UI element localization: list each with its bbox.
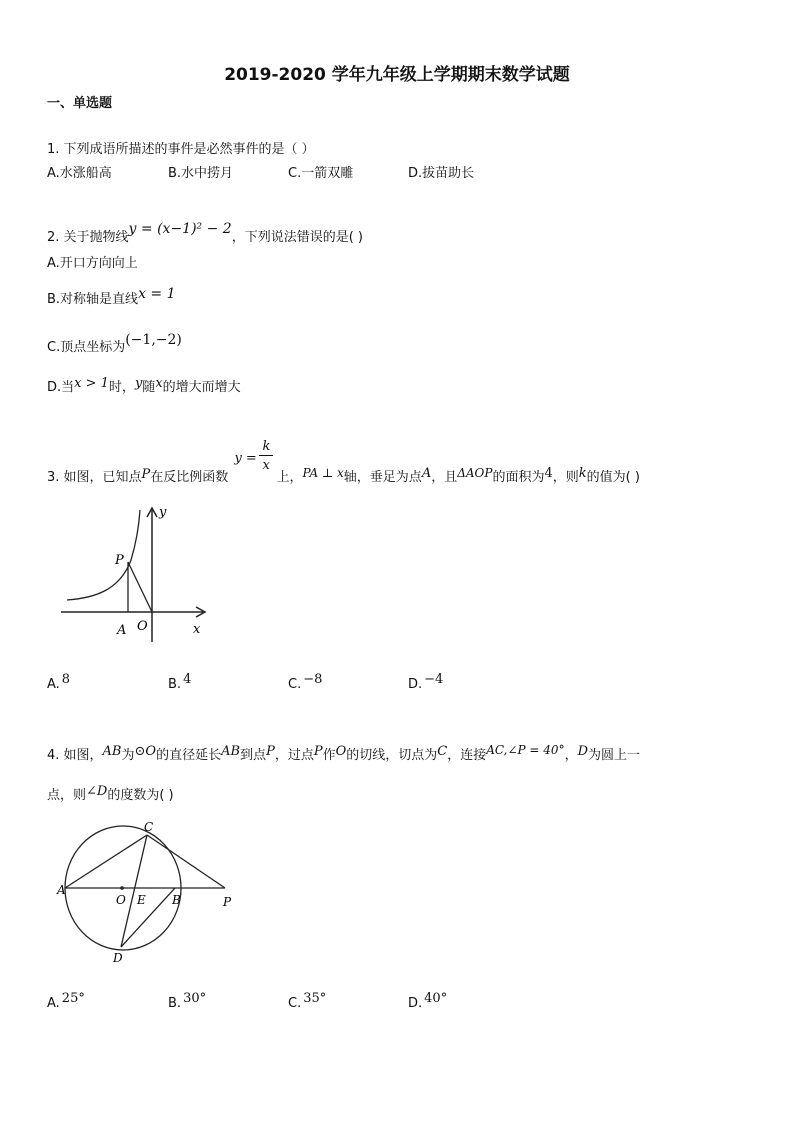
question-2-option-c-text: C.顶点坐标为: [47, 340, 126, 355]
q3-m6: k: [578, 466, 587, 481]
question-4-figure: [55, 818, 240, 966]
q4-opt-b-letter: B.: [168, 996, 182, 1011]
label-p: P: [223, 895, 232, 909]
q3-frac-num: k: [262, 439, 271, 454]
question-1-option-c: C.一箭双雕: [288, 166, 354, 181]
q4-l2-t1: 点，则: [47, 788, 87, 803]
label-d: D: [113, 951, 123, 965]
q3-m4: ΔAOP: [457, 466, 493, 480]
question-1-option-b: B.水中捞月: [168, 166, 234, 181]
page-title: 2019-2020 学年九年级上学期期末数学试题: [224, 65, 570, 85]
label-y: y: [159, 505, 167, 520]
question-2-option-b: [47, 288, 176, 307]
q3-t5: ，且: [431, 470, 458, 485]
q4-m8: AC,∠P = 40°: [486, 743, 565, 757]
q3-t8: 的值为( ): [586, 470, 640, 485]
question-2-stem-post: ，下列说法错误的是( ): [231, 230, 363, 245]
q3-m3: A: [421, 466, 432, 481]
q4-t2: 为: [121, 748, 135, 763]
q4-t4: 到点: [240, 748, 267, 763]
q2d-t1: D.当: [47, 380, 75, 395]
q2d-m3: x: [155, 376, 163, 391]
q2d-t3: 随: [142, 380, 156, 395]
label-a: A: [57, 883, 66, 897]
q3-t7: ，则: [552, 470, 579, 485]
q2d-m1: x > 1: [74, 376, 109, 391]
question-4-option-a: [47, 991, 85, 1011]
label-x: x: [193, 622, 201, 637]
question-2-formula: y = (x−1)² − 2: [128, 221, 232, 237]
hyperbola-curve: [67, 510, 140, 600]
question-1-option-d: D.拔苗助长: [408, 166, 475, 181]
q2d-t4: 的增大而增大: [162, 380, 241, 395]
q3-frac-den: x: [262, 458, 270, 473]
question-4-option-b: [168, 991, 207, 1011]
question-3-option-a: [47, 672, 71, 692]
label-o: O: [116, 893, 126, 907]
question-4-option-c: [288, 991, 327, 1011]
q3-opt-b-letter: B.: [168, 677, 182, 692]
q3-opt-d-letter: D.: [408, 677, 423, 692]
question-2-option-b-text: B.对称轴是直线: [47, 292, 139, 307]
q4-opt-c-value: 35°: [303, 991, 327, 1006]
q4-l2-t2: 的度数为( ): [107, 788, 174, 803]
center-point: [120, 886, 124, 890]
q3-frac-lhs: y =: [234, 451, 257, 466]
q3-m1: P: [141, 467, 151, 482]
question-2-option-c-math: (−1,−2): [125, 332, 182, 348]
q4-m6: O: [335, 744, 347, 759]
question-2-option-d: [47, 376, 241, 395]
q3-t1: 3. 如图，已知点: [47, 470, 142, 485]
label-a: A: [117, 623, 127, 638]
q3-opt-b-value: 4: [183, 672, 192, 687]
q4-m1: AB: [102, 744, 122, 759]
question-2-stem-pre: 2. 关于抛物线: [47, 230, 129, 245]
q4-m4: P: [266, 744, 275, 759]
question-1-option-a: A.水涨船高: [47, 166, 112, 181]
q3-fraction: [232, 439, 276, 481]
label-b: B: [172, 893, 181, 907]
question-3-stem: [47, 439, 640, 485]
q3-t3: 上，: [276, 470, 303, 485]
question-2-option-b-math: x = 1: [138, 286, 176, 302]
question-2-option-c: [47, 332, 182, 355]
q4-m3: AB: [221, 744, 241, 759]
segment-cd: [121, 835, 147, 947]
question-4-option-d: [408, 991, 448, 1011]
q4-opt-b-value: 30°: [183, 991, 207, 1006]
question-3-option-d: [408, 672, 444, 692]
q3-opt-c-value: −8: [303, 672, 323, 687]
q4-t1: 4. 如图，: [47, 748, 103, 763]
segment-po: [128, 562, 152, 612]
q3-m5: 4: [544, 466, 553, 481]
label-c: C: [144, 820, 154, 834]
label-o: O: [137, 619, 148, 634]
q4-t7: 的切线，切点为: [346, 748, 438, 763]
question-4-stem-line2: [47, 784, 174, 803]
label-e: E: [137, 893, 146, 907]
q4-t3: 的直径延长: [156, 748, 222, 763]
q3-t2: 在反比例函数: [150, 470, 229, 485]
question-3-option-b: [168, 672, 192, 692]
q4-opt-d-letter: D.: [408, 996, 423, 1011]
q4-m2: ⊙O: [134, 744, 157, 759]
q3-opt-a-value: 8: [61, 672, 71, 687]
q4-l2-m: ∠D: [86, 784, 108, 799]
q3-opt-c-letter: C.: [288, 677, 302, 692]
q4-m9: D: [577, 744, 589, 759]
q4-t9: ，: [564, 748, 578, 763]
q4-t6: 作: [322, 748, 336, 763]
tangent-pc: [147, 835, 225, 888]
q2d-t2: 时，: [108, 380, 135, 395]
q2d-m2: y: [134, 376, 143, 391]
question-2-option-a: A.开口方向向上: [47, 256, 138, 271]
section-heading: 一、单选题: [47, 96, 113, 111]
question-3-figure: [55, 500, 225, 648]
question-4-stem-line1: [47, 744, 640, 763]
q4-t5: ，过点: [274, 748, 314, 763]
q3-opt-d-value: −4: [424, 672, 444, 687]
question-2-stem: [47, 221, 363, 245]
question-1-stem: 1. 下列成语所描述的事件是必然事件的是（ ）: [47, 142, 315, 157]
q3-m2: PA ⊥ x: [302, 466, 344, 480]
question-3-option-c: [288, 672, 323, 692]
segment-db: [121, 888, 175, 947]
q3-frac-bar: [259, 455, 273, 456]
segment-ac: [65, 835, 147, 888]
q4-m7: C: [437, 744, 448, 759]
q3-t6: 的面积为: [492, 470, 545, 485]
q4-opt-a-value: 25°: [61, 991, 85, 1006]
label-p: P: [115, 553, 124, 568]
q4-opt-a-letter: A.: [47, 996, 60, 1011]
q4-opt-c-letter: C.: [288, 996, 302, 1011]
q4-m5: P: [313, 744, 323, 759]
q4-t8: ，连接: [447, 748, 487, 763]
q4-t10: 为圆上一: [588, 748, 641, 763]
q3-opt-a-letter: A.: [47, 677, 60, 692]
q4-opt-d-value: 40°: [424, 991, 448, 1006]
q3-t4: 轴，垂足为点: [343, 470, 422, 485]
